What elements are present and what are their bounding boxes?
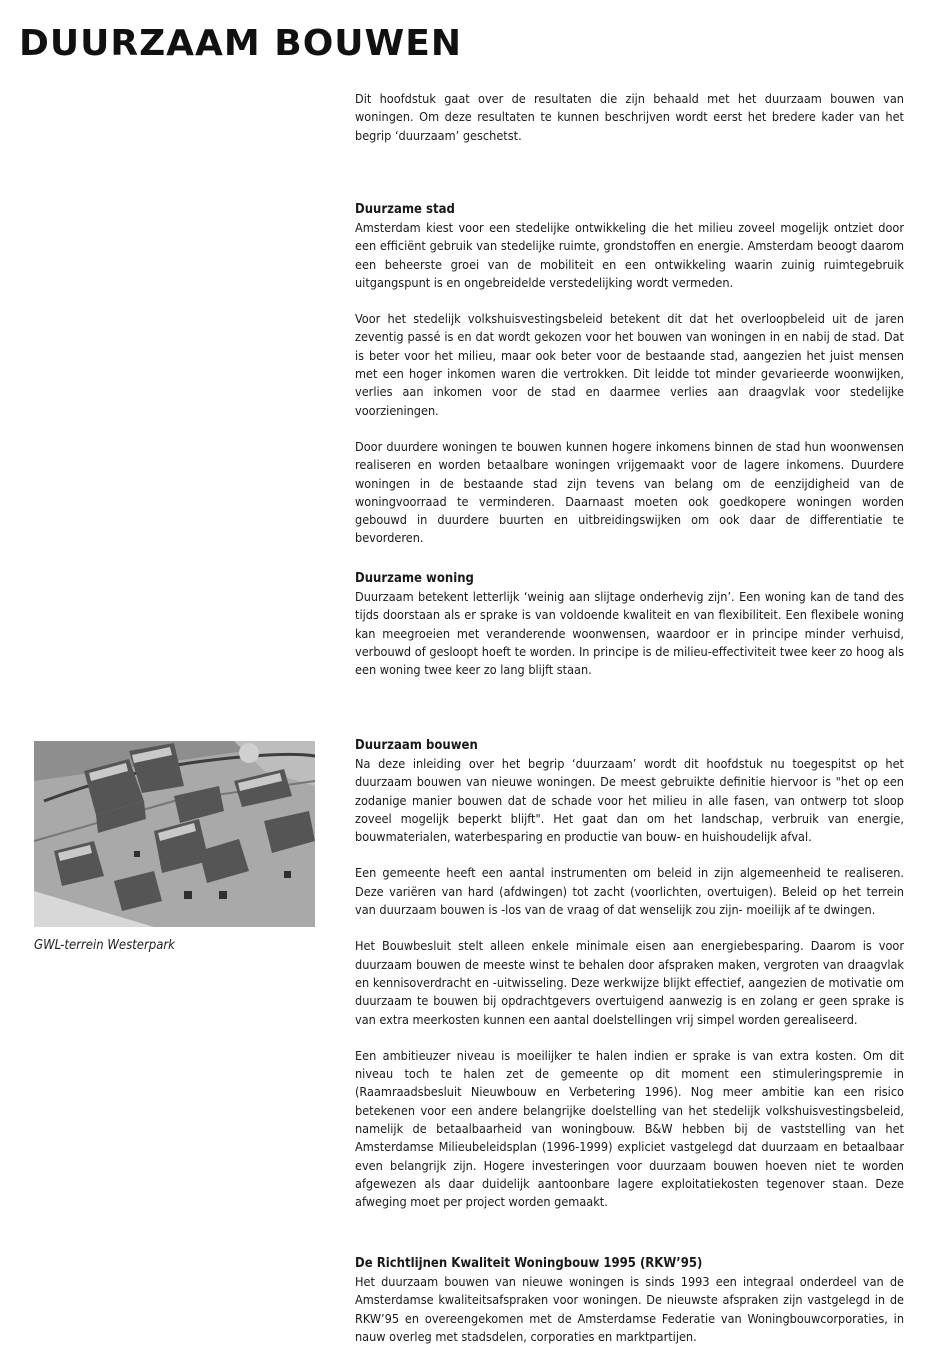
section-rkw95 [355, 1255, 904, 1346]
section-paragraph: Een ambitieuzer niveau is moeilijker te halen indien er sprake is van extra kosten. Om dit niveau toch te halen zet de gemeente op dit moment een stimuleringspremie in (Raamraadsbesluit Nieuwbouw en Verbetering 1996). Nog meer ambitie kan een risico betekenen voor een andere belangrijke doelstelling van het stedelijk volkshuisvestingsbeleid, namelijk de betaalbaarheid van woningbouw. B&W hebben bij de vaststelling van het Amsterdamse Milieubeleidsplan (1996-1999) expliciet vastgelegd dat duurzaam en betaalbaar even belangrijk zijn. Hogere investeringen voor duurzaam bouwen hoeven niet te worden afgewezen als daar duidelijk aantoonbare lagere exploitatiekosten tegenover staan. Deze afweging moet per project worden gemaakt. [355, 1047, 904, 1210]
section-paragraph: Na deze inleiding over het begrip ‘duurzaam’ wordt dit hoofdstuk nu toegespitst op het duurzaam bouwen van nieuwe woningen. De meest gebruikte definitie hiervoor is "het op een zodanige manier bouwen dat de schade voor het milieu in alle fasen, van ontwerp tot sloop zoveel mogelijk beperkt blijft". Het gaat dan om het landschap, verbruik van energie, bouwmaterialen, waterbesparing en productie van bouw- en huishoudelijk afval. [355, 756, 904, 845]
photo-caption: GWL-terrein Westerpark [34, 938, 175, 953]
section-heading: De Richtlijnen Kwaliteit Woningbouw 1995 (RKW’95) [355, 1256, 703, 1271]
section-duurzame-woning [355, 570, 904, 679]
section-paragraph: Amsterdam kiest voor een stedelijke ontwikkeling die het milieu zoveel mogelijk ontziet door een efficiënt gebruik van stedelijke ruimte, grondstoffen en energie. Amsterdam beoogt daarom een beheerste groei van de mobiliteit en een ontwikkeling waarin zuinig ruimtegebruik uitgangspunt is en ongebreidelde verstedelijking wordt vermeden. [355, 220, 904, 290]
section-heading: Duurzame stad [355, 202, 455, 217]
section-paragraph: Door duurdere woningen te bouwen kunnen hogere inkomens binnen de stad hun woonwensen realiseren en worden betaalbare woningen vrijgemaakt voor de lagere inkomens. Duurdere woningen in de bestaande stad zijn tevens van belang om de eenzijdigheid van de woningvoorraad te verminderen. Daarnaast moeten ook goedkopere woningen worden gebouwd in duurdere buurten en uitbreidingswijken om ook daar de differentiatie te bevorderen. [355, 438, 904, 546]
section-paragraph: Voor het stedelijk volkshuisvestingsbeleid betekent dit dat het overloopbeleid uit de jaren zeventig passé is en dat wordt gekozen voor het bouwen van woningen in en nabij de stad. Dat is beter voor het milieu, maar ook beter voor de bestaande stad, aangezien het juist mensen met een hoger inkomen waren die vertrokken. Dit leidde tot minder gevarieerde woonwijken, verlies aan inkomen voor de stad en daarmee verlies aan draagvlak voor stedelijke voorzieningen. [355, 311, 904, 418]
intro-paragraph: Dit hoofdstuk gaat over de resultaten die zijn behaald met het duurzaam bouwen van woningen. Om deze resultaten te kunnen beschrijven wordt eerst het bredere kader van het begrip ‘duurzaam’ geschetst. [355, 91, 904, 143]
site-model-photo [34, 741, 315, 927]
section-duurzaam-bouwen [355, 737, 904, 1212]
section-duurzame-stad [355, 201, 904, 548]
intro-block [355, 90, 904, 145]
section-heading: Duurzame woning [355, 571, 474, 586]
section-paragraph: Duurzaam betekent letterlijk ‘weinig aan slijtage onderhevig zijn’. Een woning kan de tand des tijds doorstaan als er sprake is van voldoende kwaliteit en van flexibiliteit. Een flexibele woning kan meegroeien met veranderende woonwensen, waardoor er in principe minder verhuisd, verbouwd of gesloopt hoeft te worden. In principe is de milieu-effectiviteit twee keer zo hoog als een woning twee keer zo lang blijft staan. [355, 589, 904, 678]
section-paragraph: Een gemeente heeft een aantal instrumenten om beleid in zijn algemeenheid te realiseren. Deze variëren van hard (afdwingen) tot zacht (voorlichten, overtuigen). Beleid op het terrein van duurzaam bouwen is -los van de vraag of dat wenselijk zou zijn- moeilijk af te dwingen. [355, 865, 904, 918]
section-paragraph: Het Bouwbesluit stelt alleen enkele minimale eisen aan energiebesparing. Daarom is voor duurzaam bouwen de meeste winst te behalen door afspraken maken, vergroten van draagvlak en kennisoverdracht en -uitwisseling. Deze werkwijze blijkt effectief, aangezien de motivatie om duurzaam te bouwen bij opdrachtgevers overtuigend aanwezig is en zolang er geen sprake is van extra meerkosten kunnen een aantal doelstellingen vrij simpel worden gerealiseerd. [355, 938, 904, 1027]
section-heading: Duurzaam bouwen [355, 738, 478, 753]
page-title: DUURZAAM BOUWEN [19, 23, 462, 64]
section-paragraph: Het duurzaam bouwen van nieuwe woningen is sinds 1993 een integraal onderdeel van de Amsterdamse kwaliteitsafspraken voor woningen. De nieuwste afspraken zijn vastgelegd in de RKW’95 en overeengekomen met de Amsterdamse Federatie van Woningbouwcorporaties, in nauw overleg met stadsdelen, corporaties en marktpartijen. [355, 1274, 904, 1344]
